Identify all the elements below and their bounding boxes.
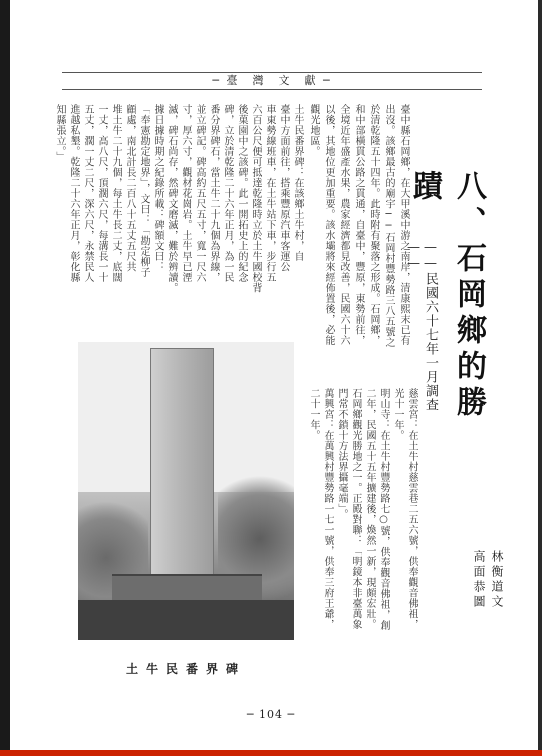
body-column: 後菓園中之該碑。此一開拓史上的紀念 (236, 104, 247, 283)
body-column: 土牛民番界碑：在該鄉土牛村，自 (292, 104, 303, 262)
body-column: 萬興宮：在萬興村豐勢路一七一號，供奉三府王爺， (322, 388, 333, 630)
body-column: 和中部橫貫公路之貫通，自臺中，豐原，東勢前往， (353, 104, 364, 346)
stele-stone (150, 348, 214, 590)
body-column: 二十一年。 (308, 388, 319, 441)
body-column: 於清乾隆五十四年。此時附有聚落之形成。石岡鄉， (368, 104, 379, 346)
author-writer: 林衡道文 (490, 550, 504, 610)
page-edge-left (0, 0, 10, 756)
body-column: 寸，厚六寸，觀材花崗岩。土牛早已湮 (180, 104, 191, 283)
stele-photo-icon (78, 342, 294, 640)
body-column: 五丈，濶一丈二尺，深六尺，永禁民人 (82, 104, 93, 283)
body-column: 石岡鄉觀光勝地之一。正殿對聯：「明鏡本非臺萬象 (350, 388, 361, 630)
body-column: 一丈，高八尺，頂濶六尺，每溝長一十 (96, 104, 107, 283)
photo-caption: 土牛民番界碑 (125, 662, 246, 676)
article-subtitle: ——民國六十七年一月調查—— (406, 240, 438, 412)
body-column: 據日據時期之紀錄所載：碑額文曰： (152, 104, 163, 272)
body-column: 明山寺：在土牛村豐勢路七○號，供奉觀音佛祖，創 (378, 388, 389, 631)
body-column: 碑，立於清乾隆二十六年正月，為一民 (222, 104, 233, 283)
body-column: 堆土牛二十九個，每土牛長二丈，底闊 (110, 104, 121, 283)
body-column: 門常不鎖十方法界攝毫端」。 (336, 388, 347, 520)
body-column: 顧處，南北計長二百八十五丈五尺共 (124, 104, 135, 272)
body-column: 觀光地區。 (308, 104, 319, 157)
author-illustrator: 高面恭圖 (472, 550, 486, 610)
body-column: 車東勢線班車，在土牛站下車，步行五 (264, 104, 275, 283)
page-edge-right (538, 0, 542, 756)
body-column: 二年，民國五十五年擴建後，煥然一新，現頗宏壯。 (364, 388, 375, 630)
body-column: 臺中方面前往，搭乘豐原汽車客運公 (278, 104, 289, 272)
photo-ground (78, 600, 294, 640)
body-column: 進越私墾。乾隆二十六年正月，彰化縣 (68, 104, 79, 283)
article-title: 八、石岡鄉的勝蹟 (407, 170, 486, 422)
body-column: 出沒。該鄉最古的廟宇──石岡村豐勢路三八五號之 (383, 104, 394, 348)
body-column: 慈雲宮：在土牛村慈雲巷二五六號，供奉觀音佛祖， (406, 388, 417, 630)
body-column: 並立碑記。碑高約五尺五寸，寬一尺六 (194, 104, 205, 283)
body-column: 以後，其地位更加重要。該水壩將來經佈置後，必能 (323, 104, 334, 346)
page-edge-bottom (0, 750, 542, 756)
body-column: 滅，碑石尚存，然碑文磨滅，難於辨讀。 (166, 104, 177, 293)
body-column: 番分界碑石，當土牛二十九個為界線， (208, 104, 219, 283)
body-column: 臺中縣石岡鄉，在大甲溪中游之南岸，清康熙末已有 (398, 104, 409, 346)
body-column: 全境近年盛產水果，農家經濟都見改善，民國六十六 (338, 104, 349, 346)
authors-block (446, 550, 506, 630)
body-column: 「奉憲勘定地界」，文曰：「勘定柳子 (138, 104, 149, 278)
body-column: 光十一年。 (392, 388, 403, 441)
running-header: ─ 臺 灣 文 獻 ─ (62, 72, 482, 90)
body-column: 六百公尺便可抵達乾隆時立於土牛國校背 (250, 104, 261, 293)
page-number: ─ 104 ─ (246, 708, 296, 721)
body-column: 知縣張立。」 (54, 104, 65, 162)
